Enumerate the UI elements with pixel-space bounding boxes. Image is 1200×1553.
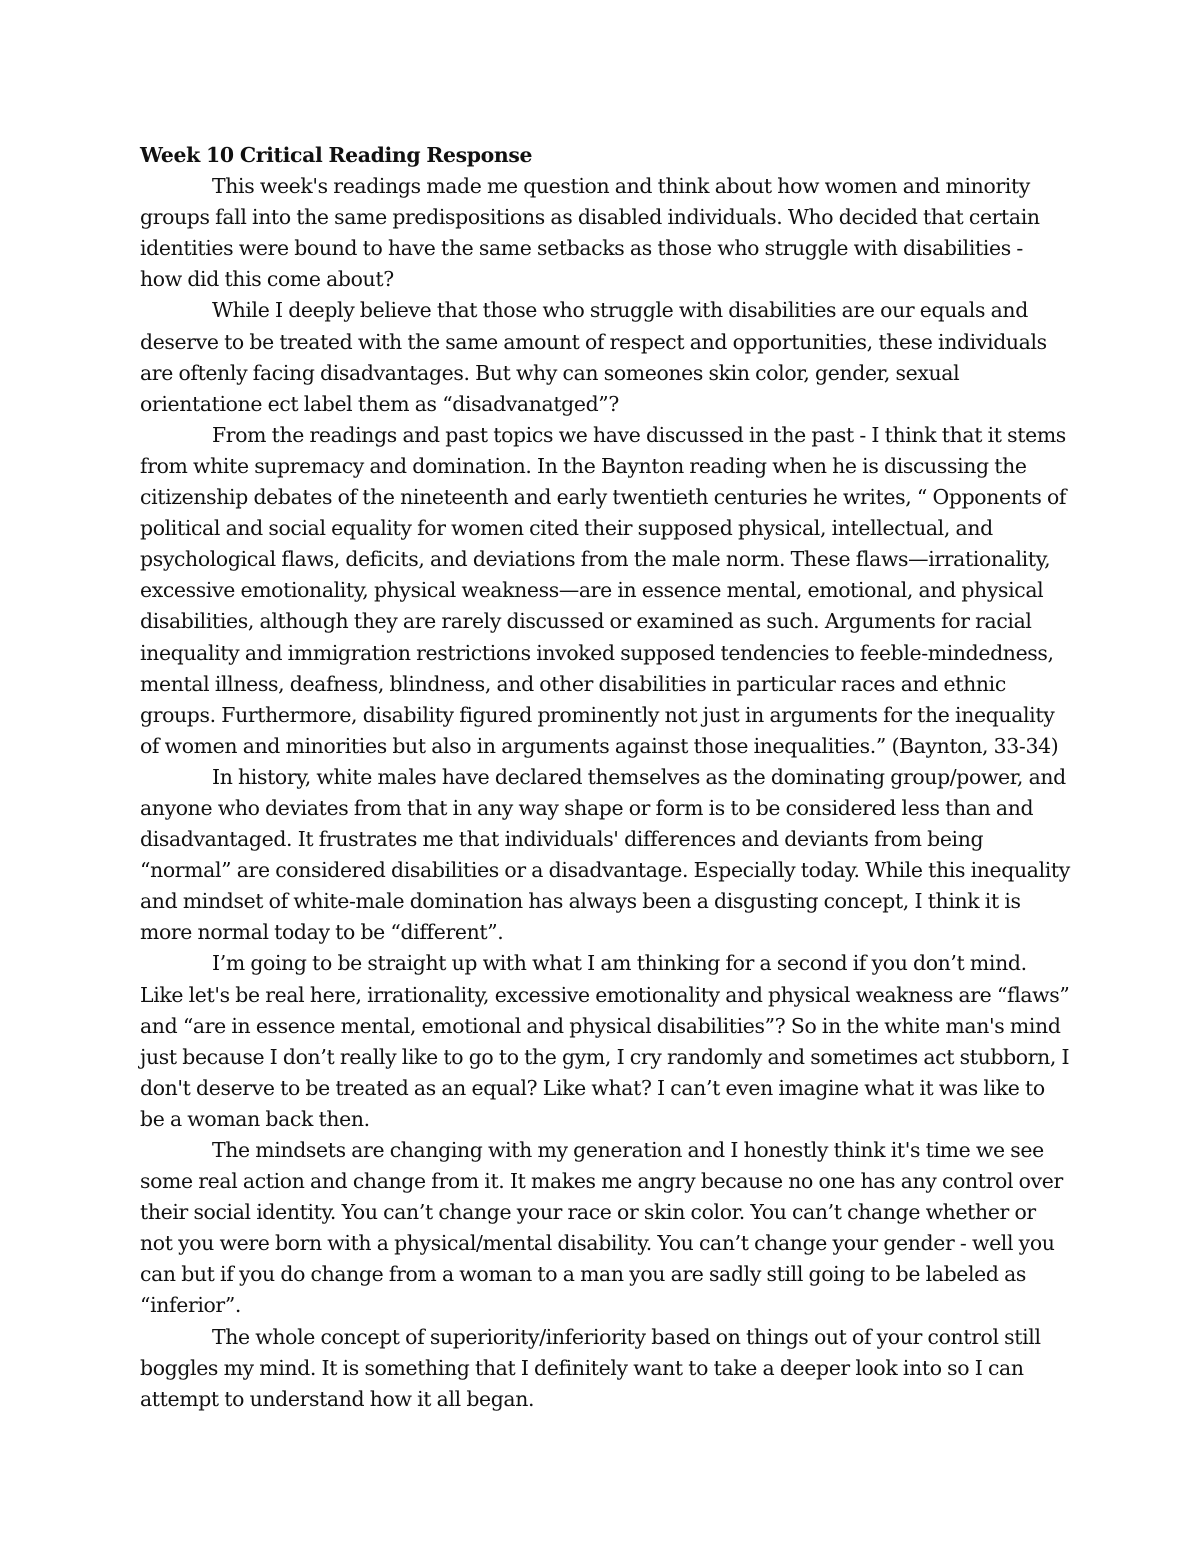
paragraph-3: From the readings and past topics we have discussed in the past - I think that it stems from white supremacy and domination. In the Baynton reading when he is discussing the citizenship debates of the nineteenth and early twentieth centuries he writes, “ Opponents of political and social equality for women cited their supposed physical, intellectual, and psychological flaws, deficits, and deviations from the male norm. These flaws—irrationality, excessive emotionality, physical weakness—are in essence mental, emotional, and physical disabilities, although they are rarely discussed or examined as such. Arguments for racial inequality and immigration restrictions invoked supposed tendencies to feeble-mindedness, mental illness, deafness, blindness, and other disabilities in particular races and ethnic groups. Furthermore, disability figured prominently not just in arguments for the inequality of women and minorities but also in arguments against those inequalities.” (Baynton, 33-34) (140, 422, 1067, 758)
paragraph-6: The mindsets are changing with my generation and I honestly think it's time we see some real action and change from it. It makes me angry because no one has any control over their social identity. You can’t change your race or skin color. You can’t change whether or not you were born with a physical/mental disability. You can’t change your gender - well you can but if you do change from a woman to a man you are sadly still going to be labeled as “inferior”. (140, 1138, 1063, 1318)
document-title: Week 10 Critical Reading Response (140, 143, 533, 167)
paragraph-1: This week's readings made me question and think about how women and minority groups fall into the same predispositions as disabled individuals. Who decided that certain identities were bound to have the same setbacks as those who struggle with disabilities - how did this come about? (140, 174, 1040, 292)
paragraph-5: I’m going to be straight up with what I am thinking for a second if you don’t mind. Like let's be real here, irrationality, excessive emotionality and physical weakness are “flaws” and “are in essence mental, emotional and physical disabilities”? So in the white man's mind just because I don’t really like to go to the gym, I cry randomly and sometimes act stubborn, I don't deserve to be treated as an equal? Like what? I can’t even imagine what it was like to be a woman back then. (140, 951, 1070, 1131)
paragraph-2: While I deeply believe that those who struggle with disabilities are our equals and deserve to be treated with the same amount of respect and opportunities, these individuals are oftenly facing disadvantages. But why can someones skin color, gender, sexual orientatione ect label them as “disadvanatged”? (140, 298, 1047, 416)
document-page (140, 140, 1070, 1415)
paragraph-7: The whole concept of superiority/inferiority based on things out of your control still boggles my mind. It is something that I definitely want to take a deeper look into so I can attempt to understand how it all began. (140, 1324, 1041, 1411)
paragraph-4: In history, white males have declared themselves as the dominating group/power, and anyone who deviates from that in any way shape or form is to be considered less than and disadvantaged. It frustrates me that individuals' differences and deviants from being “normal” are considered disabilities or a disadvantage. Especially today. While this inequality and mindset of white-male domination has always been a disgusting concept, I think it is more normal today to be “different”. (140, 764, 1070, 945)
